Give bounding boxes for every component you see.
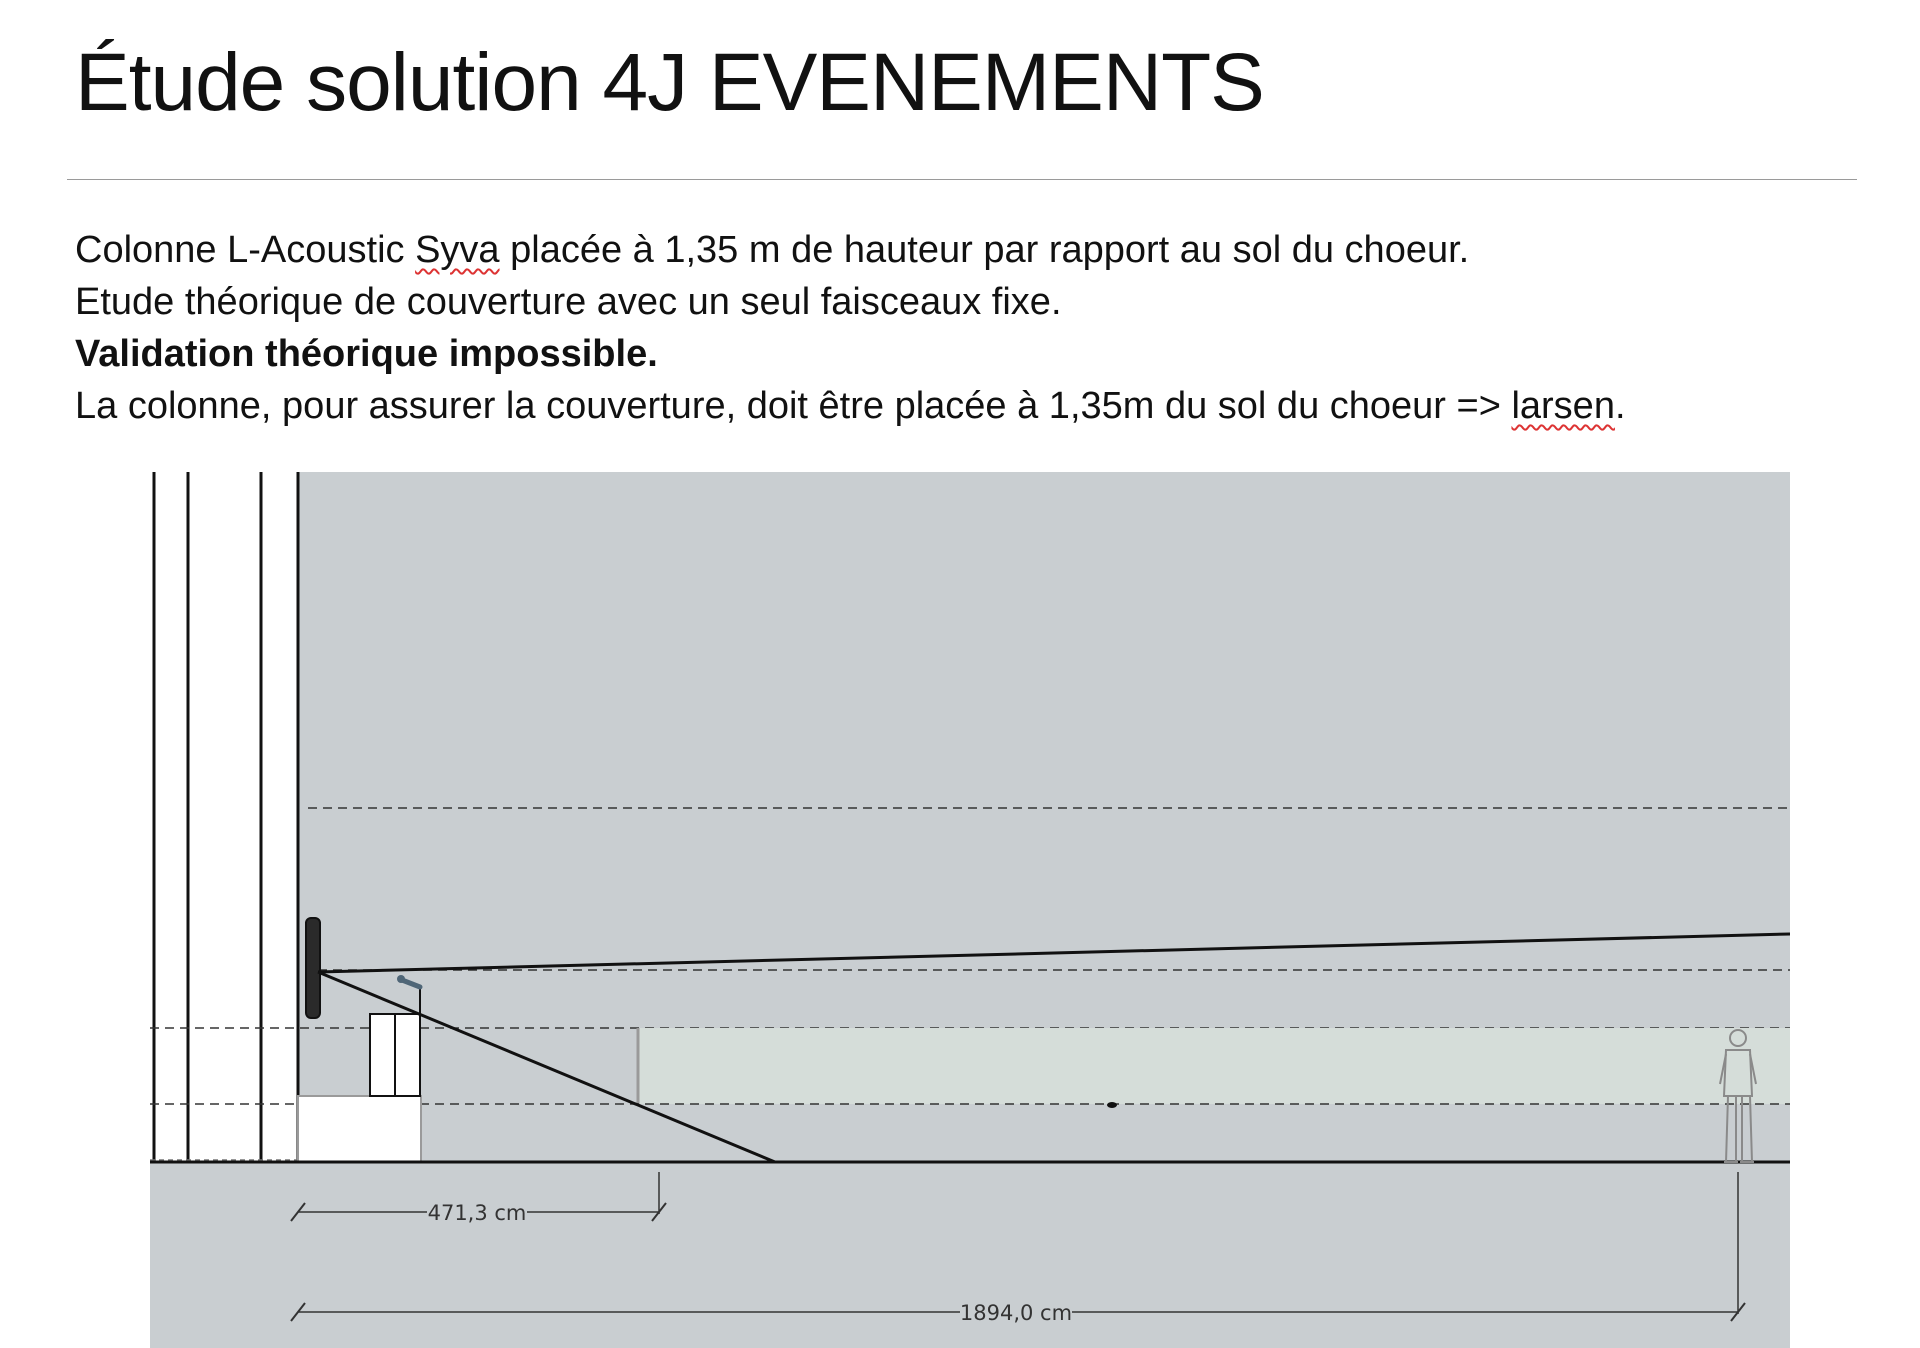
description-line-1 — [75, 224, 1626, 276]
line4-after: . — [1614, 385, 1626, 427]
dimension-label-long: 1894,0 cm — [959, 1301, 1073, 1325]
description-block — [75, 224, 1626, 432]
description-line-2: Etude théorique de couverture avec un seul faisceaux fixe. — [75, 281, 1062, 323]
title-divider — [67, 179, 1857, 180]
choir-platform — [298, 1096, 421, 1162]
wall-section — [150, 472, 298, 1162]
validation-statement: Validation théorique impossible. — [75, 333, 658, 375]
line1-after: placée à 1,35 m de hauteur par rapport au sol du choeur. — [499, 229, 1470, 271]
line4-before: La colonne, pour assurer la couverture, doit être placée à 1,35m du sol du choeur => — [75, 385, 1512, 427]
line1-before: Colonne L-Acoustic — [75, 229, 416, 271]
spellcheck-word-syva: Syva — [415, 229, 500, 271]
page-title: Étude solution 4J EVENEMENTS — [75, 37, 1264, 128]
microphone-head — [397, 975, 405, 983]
audience-zone — [638, 1028, 1790, 1104]
speaker-column — [306, 918, 320, 1018]
dimension-label-short: 471,3 cm — [427, 1201, 527, 1225]
section-drawing — [150, 472, 1790, 1348]
spellcheck-word-larsen: larsen — [1511, 385, 1615, 427]
measurement-point — [1107, 1102, 1117, 1108]
description-line-4 — [75, 380, 1626, 432]
